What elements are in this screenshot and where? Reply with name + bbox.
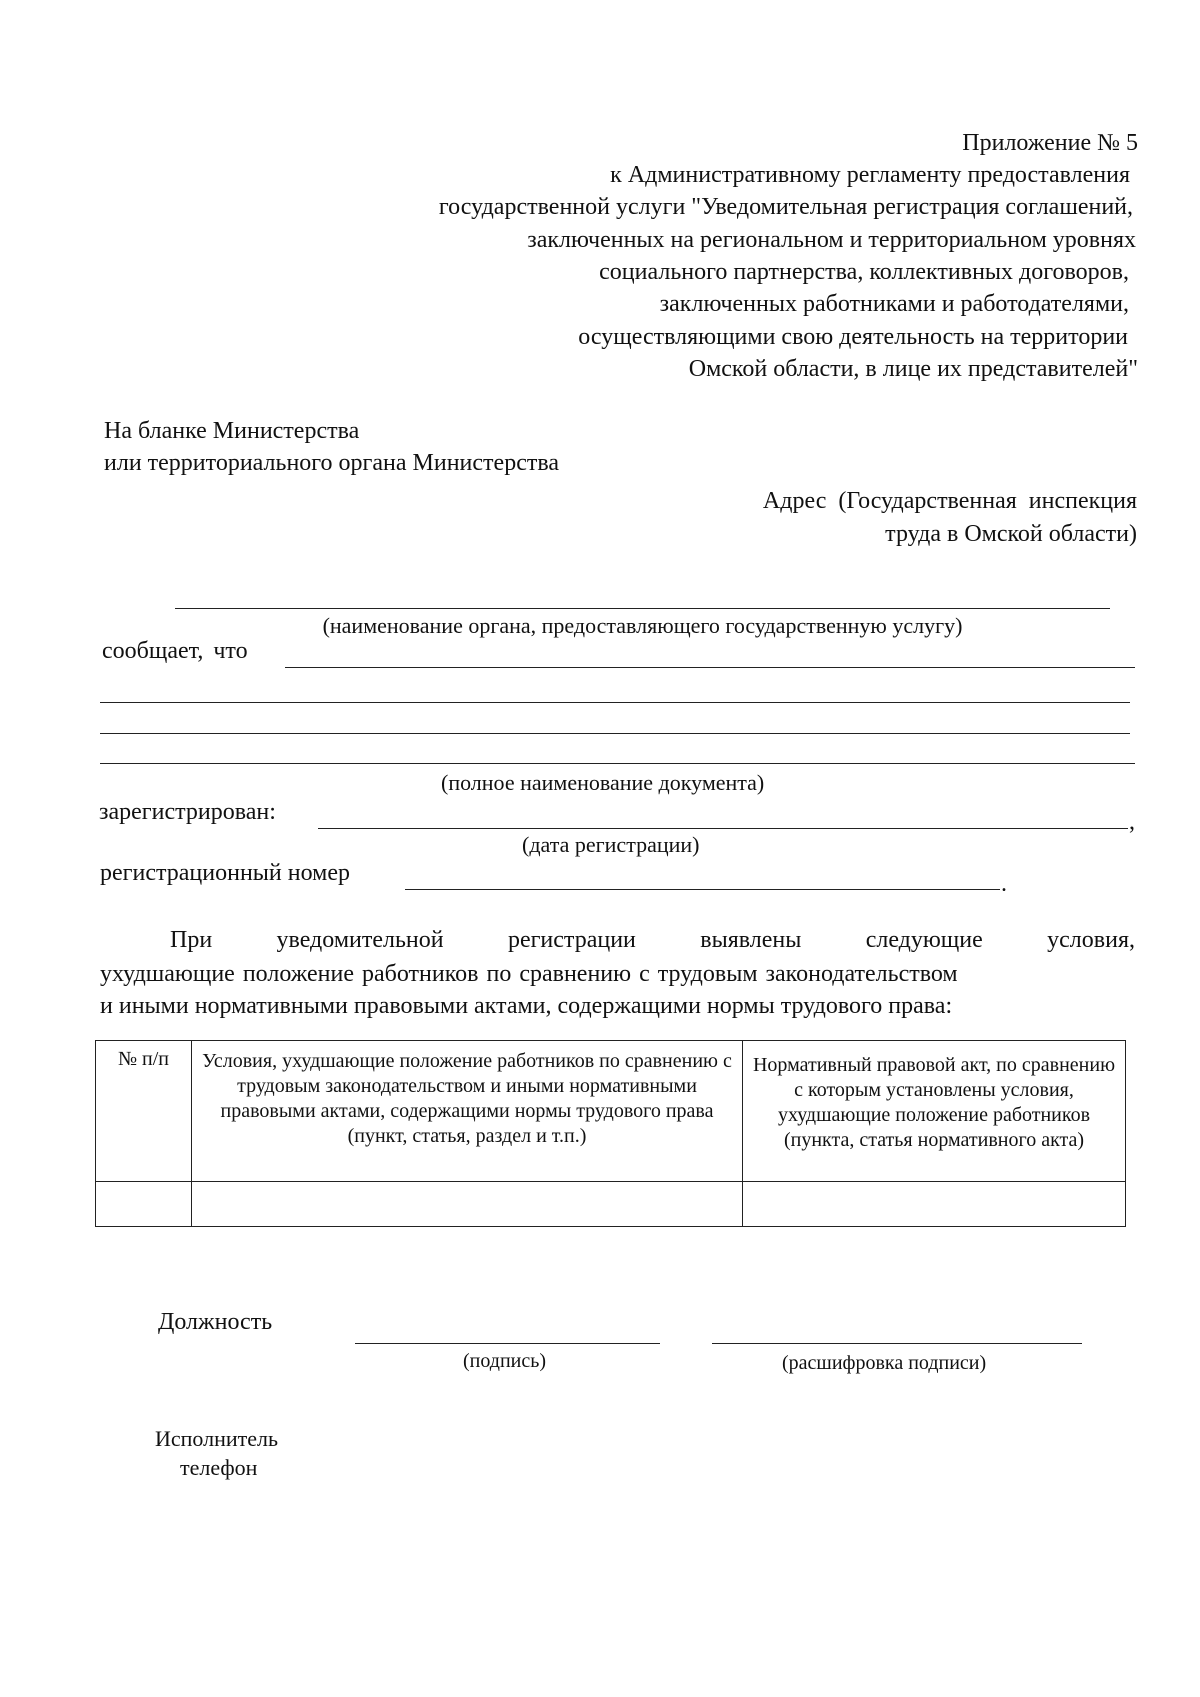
address-line-1: Адрес (Государственная инспекция bbox=[762, 488, 1137, 514]
document-line-2 bbox=[100, 733, 1130, 734]
organ-name-line bbox=[175, 608, 1110, 609]
reports-line bbox=[285, 667, 1135, 668]
appendix-line-8: Омской области, в лице их представителей" bbox=[688, 356, 1138, 382]
signature-decode-line bbox=[712, 1343, 1082, 1344]
reports-label: сообщает, что bbox=[102, 638, 248, 664]
signature-decode-caption: (расшифровка подписи) bbox=[782, 1352, 987, 1374]
registration-comma: , bbox=[1129, 809, 1135, 835]
findings-word: условия, bbox=[1047, 927, 1135, 953]
registration-number-label: регистрационный номер bbox=[100, 860, 350, 886]
signature-line bbox=[355, 1343, 660, 1344]
findings-line-2: ухудшающие положение работников по сравнению с трудовым законодательством bbox=[100, 961, 958, 987]
findings-word: выявлены bbox=[700, 927, 802, 953]
column-header-number: № п/п bbox=[96, 1041, 192, 1182]
registration-date-caption: (дата регистрации) bbox=[522, 832, 700, 857]
registration-number-period: . bbox=[1001, 871, 1007, 897]
table-header-row bbox=[96, 1041, 1126, 1182]
letterhead-line-1: На бланке Министерства bbox=[104, 418, 360, 444]
findings-word: При bbox=[170, 927, 213, 953]
conditions-table bbox=[95, 1040, 1126, 1227]
signature-caption: (подпись) bbox=[463, 1350, 547, 1372]
findings-word: следующие bbox=[865, 927, 983, 953]
organ-name-caption: (наименование органа, предоставляющего государственную услугу) bbox=[322, 613, 963, 638]
registration-number-line bbox=[405, 889, 1000, 890]
table-cell bbox=[192, 1182, 743, 1227]
registration-date-line bbox=[318, 828, 1128, 829]
column-header-legal-act: Нормативный правовой акт, по сравнению с которым установлены условия, ухудшающие положение работников (пункта, статья нормативного акта) bbox=[743, 1041, 1126, 1182]
letterhead-line-2: или территориального органа Министерства bbox=[104, 450, 560, 476]
table-cell bbox=[743, 1182, 1126, 1227]
table-cell bbox=[96, 1182, 192, 1227]
table-row bbox=[96, 1182, 1126, 1227]
phone-label: телефон bbox=[180, 1455, 258, 1480]
findings-word: регистрации bbox=[507, 927, 636, 953]
column-header-conditions: Условия, ухудшающие положение работников по сравнению с трудовым законодательством и иными нормативными правовыми актами, содержащими нормы трудового права (пункт, статья, раздел и т.п.) bbox=[192, 1041, 743, 1182]
appendix-line-6: заключенных работниками и работодателями, bbox=[659, 291, 1129, 317]
appendix-title: Приложение № 5 bbox=[962, 130, 1138, 156]
findings-line-1 bbox=[100, 924, 1135, 956]
appendix-line-5: социального партнерства, коллективных договоров, bbox=[599, 259, 1129, 285]
document-line-3 bbox=[100, 763, 1135, 764]
executor-label: Исполнитель bbox=[155, 1426, 279, 1451]
appendix-line-2: к Административному регламенту предоставления bbox=[610, 162, 1130, 188]
document-line-1 bbox=[100, 702, 1130, 703]
appendix-line-3: государственной услуги "Уведомительная регистрация соглашений, bbox=[438, 194, 1133, 220]
position-label: Должность bbox=[158, 1309, 273, 1335]
document-name-caption: (полное наименование документа) bbox=[441, 770, 765, 795]
registered-label: зарегистрирован: bbox=[99, 799, 276, 825]
address-line-2: труда в Омской области) bbox=[885, 521, 1137, 547]
findings-word: уведомительной bbox=[276, 927, 444, 953]
appendix-line-7: осуществляющими свою деятельность на территории bbox=[578, 324, 1128, 350]
findings-line-3: и иными нормативными правовыми актами, содержащими нормы трудового права: bbox=[100, 993, 953, 1019]
appendix-line-4: заключенных на региональном и территориальном уровнях bbox=[527, 227, 1136, 253]
